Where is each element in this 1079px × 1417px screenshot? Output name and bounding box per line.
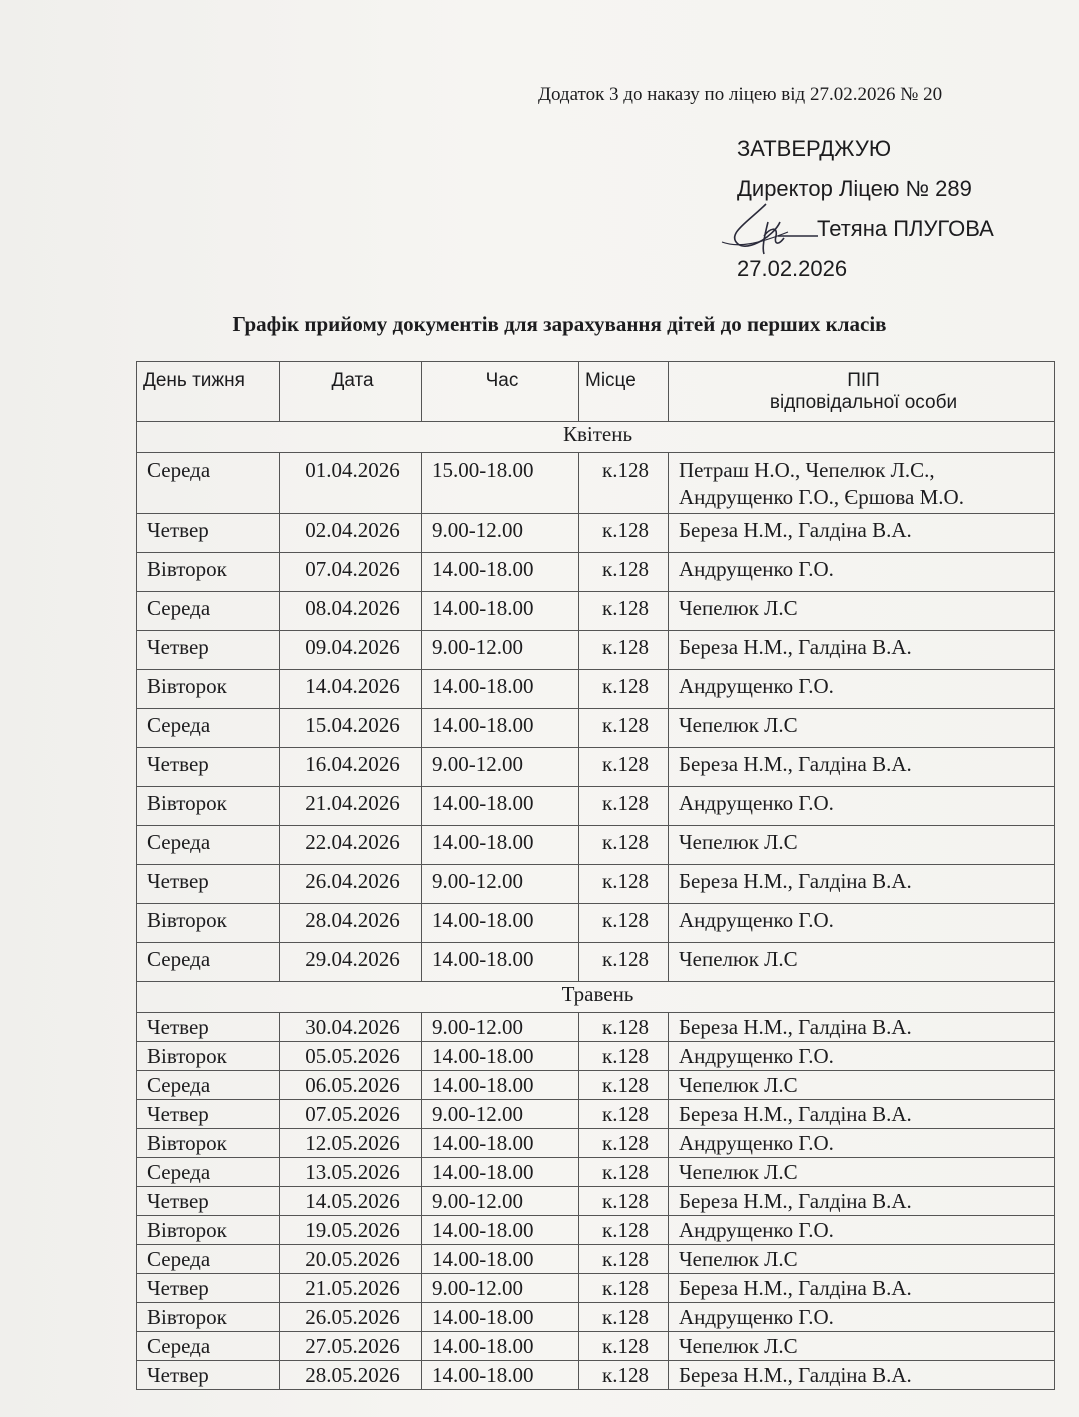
place-cell: к.128 [579,1332,669,1361]
time-cell: 14.00-18.00 [422,943,579,982]
day-cell: Середа [137,709,280,748]
time-cell: 9.00-12.00 [422,865,579,904]
header-place: Місце [579,362,669,422]
table-row [137,709,1055,748]
date-cell: 28.04.2026 [280,904,422,943]
time-cell: 14.00-18.00 [422,1042,579,1071]
date-cell: 12.05.2026 [280,1129,422,1158]
time-cell: 14.00-18.00 [422,670,579,709]
header-date: Дата [280,362,422,422]
person-cell: Береза Н.М., Галдіна В.А. [669,631,1055,670]
time-cell: 14.00-18.00 [422,709,579,748]
table-row [137,865,1055,904]
day-cell: Четвер [137,748,280,787]
date-cell: 01.04.2026 [280,453,422,514]
day-cell: Четвер [137,1013,280,1042]
person-cell: Чепелюк Л.С [669,1071,1055,1100]
time-cell: 14.00-18.00 [422,1245,579,1274]
place-cell: к.128 [579,1245,669,1274]
time-cell: 9.00-12.00 [422,514,579,553]
day-cell: Вівторок [137,1042,280,1071]
person-cell: Береза Н.М., Галдіна В.А. [669,865,1055,904]
document-title: Графік прийому документів для зарахування дітей до перших класів [232,312,887,336]
person-cell [669,453,1055,514]
place-cell: к.128 [579,787,669,826]
person-cell: Береза Н.М., Галдіна В.А. [669,1361,1055,1390]
person-cell: Андрущенко Г.О. [669,904,1055,943]
month-header-april [137,422,1055,453]
table-row [137,943,1055,982]
person-cell: Андрущенко Г.О. [669,1129,1055,1158]
day-cell: Середа [137,826,280,865]
month-label: Квітень [137,422,1055,453]
day-cell: Вівторок [137,1303,280,1332]
table-row [137,1158,1055,1187]
table-row [137,631,1055,670]
time-cell: 14.00-18.00 [422,1332,579,1361]
place-cell: к.128 [579,631,669,670]
place-cell: к.128 [579,1187,669,1216]
date-cell: 29.04.2026 [280,943,422,982]
approve-word: ЗАТВЕРДЖУЮ [737,136,892,161]
date-cell: 16.04.2026 [280,748,422,787]
day-cell: Вівторок [137,553,280,592]
header-person [669,362,1055,422]
person-cell: Андрущенко Г.О. [669,553,1055,592]
place-cell: к.128 [579,709,669,748]
place-cell: к.128 [579,1013,669,1042]
person-cell: Береза Н.М., Галдіна В.А. [669,748,1055,787]
day-cell: Середа [137,1071,280,1100]
place-cell: к.128 [579,748,669,787]
date-cell: 05.05.2026 [280,1042,422,1071]
day-cell: Середа [137,1158,280,1187]
time-cell: 15.00-18.00 [422,453,579,514]
time-cell: 14.00-18.00 [422,904,579,943]
day-cell: Вівторок [137,904,280,943]
day-cell: Вівторок [137,1129,280,1158]
header-day: День тижня [137,362,280,422]
place-cell: к.128 [579,943,669,982]
date-cell: 21.05.2026 [280,1274,422,1303]
time-cell: 14.00-18.00 [422,787,579,826]
date-cell: 02.04.2026 [280,514,422,553]
date-cell: 06.05.2026 [280,1071,422,1100]
header-person-line2: відповідальної особи [769,392,958,413]
table-row [137,748,1055,787]
schedule-table [136,361,1055,1390]
place-cell: к.128 [579,1303,669,1332]
person-cell: Чепелюк Л.С [669,826,1055,865]
time-cell: 14.00-18.00 [422,1129,579,1158]
table-row [137,1042,1055,1071]
table-row [137,787,1055,826]
place-cell: к.128 [579,826,669,865]
day-cell: Середа [137,592,280,631]
day-cell: Вівторок [137,787,280,826]
person-cell: Береза Н.М., Галдіна В.А. [669,514,1055,553]
day-cell: Четвер [137,865,280,904]
person-cell: Андрущенко Г.О. [669,787,1055,826]
place-cell: к.128 [579,1216,669,1245]
day-cell: Четвер [137,631,280,670]
date-cell: 08.04.2026 [280,592,422,631]
person-cell: Андрущенко Г.О. [669,1303,1055,1332]
person-cell: Береза Н.М., Галдіна В.А. [669,1187,1055,1216]
time-cell: 9.00-12.00 [422,1187,579,1216]
date-cell: 26.04.2026 [280,865,422,904]
place-cell: к.128 [579,1042,669,1071]
time-cell: 9.00-12.00 [422,631,579,670]
date-cell: 20.05.2026 [280,1245,422,1274]
place-cell: к.128 [579,904,669,943]
day-cell: Вівторок [137,1216,280,1245]
day-cell: Четвер [137,514,280,553]
date-cell: 22.04.2026 [280,826,422,865]
table-row [137,1100,1055,1129]
time-cell: 14.00-18.00 [422,1361,579,1390]
time-cell: 14.00-18.00 [422,592,579,631]
place-cell: к.128 [579,1100,669,1129]
date-cell: 14.05.2026 [280,1187,422,1216]
person-cell: Чепелюк Л.С [669,943,1055,982]
day-cell: Четвер [137,1361,280,1390]
date-cell: 13.05.2026 [280,1158,422,1187]
table-row [137,453,1055,514]
person-cell: Чепелюк Л.С [669,1245,1055,1274]
time-cell: 9.00-12.00 [422,748,579,787]
day-cell: Четвер [137,1187,280,1216]
date-cell: 28.05.2026 [280,1361,422,1390]
place-cell: к.128 [579,1129,669,1158]
place-cell: к.128 [579,1361,669,1390]
date-cell: 15.04.2026 [280,709,422,748]
person-cell: Андрущенко Г.О. [669,670,1055,709]
director-name: Тетяна ПЛУГОВА [817,216,994,241]
place-cell: к.128 [579,592,669,631]
table-row [137,1303,1055,1332]
table-row [137,592,1055,631]
person-line: Андрущенко Г.О., Єршова М.О. [679,485,964,509]
person-cell: Чепелюк Л.С [669,592,1055,631]
table-row [137,1332,1055,1361]
date-cell: 14.04.2026 [280,670,422,709]
person-cell: Чепелюк Л.С [669,1158,1055,1187]
time-cell: 14.00-18.00 [422,1216,579,1245]
place-cell: к.128 [579,453,669,514]
table-row [137,514,1055,553]
person-cell: Береза Н.М., Галдіна В.А. [669,1100,1055,1129]
month-header-may [137,982,1055,1013]
table-row [137,553,1055,592]
day-cell: Вівторок [137,670,280,709]
person-line: Петраш Н.О., Чепелюк Л.С., [679,458,935,482]
date-cell: 07.04.2026 [280,553,422,592]
header-person-line1: ПІП [847,370,880,391]
person-cell: Чепелюк Л.С [669,709,1055,748]
person-cell: Чепелюк Л.С [669,1332,1055,1361]
time-cell: 14.00-18.00 [422,1071,579,1100]
table-row [137,1361,1055,1390]
day-cell: Середа [137,453,280,514]
place-cell: к.128 [579,670,669,709]
table-row [137,1129,1055,1158]
table-row [137,904,1055,943]
time-cell: 14.00-18.00 [422,553,579,592]
table-row [137,1187,1055,1216]
approval-date: 27.02.2026 [737,256,848,281]
table-header-row [137,362,1055,422]
time-cell: 14.00-18.00 [422,1158,579,1187]
person-cell: Береза Н.М., Галдіна В.А. [669,1274,1055,1303]
table-row [137,826,1055,865]
table-row [137,1274,1055,1303]
month-label: Травень [137,982,1055,1013]
day-cell: Середа [137,1332,280,1361]
date-cell: 27.05.2026 [280,1332,422,1361]
day-cell: Середа [137,943,280,982]
date-cell: 07.05.2026 [280,1100,422,1129]
place-cell: к.128 [579,865,669,904]
date-cell: 09.04.2026 [280,631,422,670]
table-row [137,670,1055,709]
place-cell: к.128 [579,1158,669,1187]
table-row [137,1071,1055,1100]
day-cell: Середа [137,1245,280,1274]
date-cell: 30.04.2026 [280,1013,422,1042]
person-cell: Береза Н.М., Галдіна В.А. [669,1013,1055,1042]
person-cell: Андрущенко Г.О. [669,1042,1055,1071]
place-cell: к.128 [579,514,669,553]
director-position: Директор Ліцею № 289 [737,176,972,201]
place-cell: к.128 [579,1274,669,1303]
date-cell: 26.05.2026 [280,1303,422,1332]
day-cell: Четвер [137,1100,280,1129]
date-cell: 19.05.2026 [280,1216,422,1245]
place-cell: к.128 [579,553,669,592]
annex-note: Додаток 3 до наказу по ліцею від 27.02.2026 № 20 [538,84,943,105]
time-cell: 14.00-18.00 [422,826,579,865]
person-cell: Андрущенко Г.О. [669,1216,1055,1245]
time-cell: 9.00-12.00 [422,1100,579,1129]
time-cell: 14.00-18.00 [422,1303,579,1332]
time-cell: 9.00-12.00 [422,1274,579,1303]
table-row [137,1013,1055,1042]
time-cell: 9.00-12.00 [422,1013,579,1042]
day-cell: Четвер [137,1274,280,1303]
table-row [137,1216,1055,1245]
header-time: Час [422,362,579,422]
place-cell: к.128 [579,1071,669,1100]
signature-mark [718,192,818,272]
table-row [137,1245,1055,1274]
date-cell: 21.04.2026 [280,787,422,826]
